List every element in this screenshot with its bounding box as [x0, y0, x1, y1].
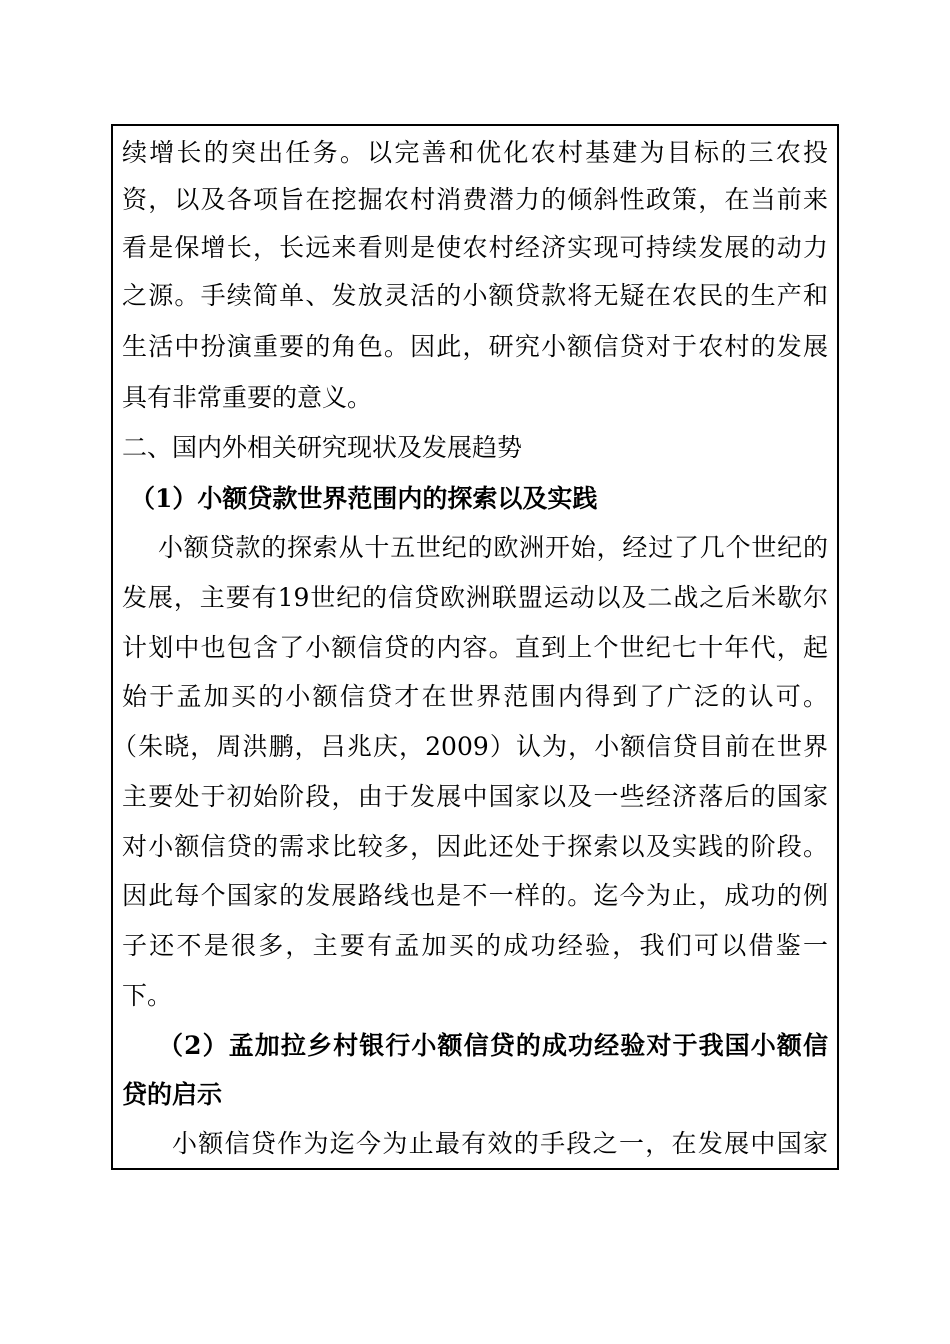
paragraph-line: 生活中扮演重要的角色。因此，研究小额信贷对于农村的发展: [122, 332, 828, 361]
paragraph-line: 发展，主要有19世纪的信贷欧洲联盟运动以及二战之后米歇尔: [122, 583, 828, 612]
paragraph-line: 对小额信贷的需求比较多，因此还处于探索以及实践的阶段。: [122, 832, 828, 861]
paragraph-line: 资，以及各项旨在挖掘农村消费潜力的倾斜性政策，在当前来: [122, 185, 828, 214]
paragraph-line: 主要处于初始阶段，由于发展中国家以及一些经济落后的国家: [122, 782, 828, 811]
paragraph-line: 子还不是很多，主要有孟加买的成功经验，我们可以借鉴一: [122, 931, 828, 960]
paragraph-line: 具有非常重要的意义。: [122, 383, 373, 412]
paragraph-line: 之源。手续简单、发放灵活的小额贷款将无疑在农民的生产和: [122, 281, 828, 310]
subsection-heading: （1）小额贷款世界范围内的探索以及实践: [130, 484, 598, 513]
paragraph-line: 下。: [122, 981, 173, 1010]
paragraph-line: 看是保增长，长远来看则是使农村经济实现可持续发展的动力: [122, 233, 828, 262]
paragraph-line: 计划中也包含了小额信贷的内容。直到上个世纪七十年代，起: [122, 633, 828, 662]
paragraph-line: 小额信贷作为迄今为止最有效的手段之一，在发展中国家: [172, 1129, 828, 1158]
subsection-heading-continued: 贷的启示: [122, 1080, 223, 1109]
paragraph-line: 续增长的突出任务。以完善和优化农村基建为目标的三农投: [122, 138, 828, 167]
paragraph-line: 始于孟加买的小额信贷才在世界范围内得到了广泛的认可。: [122, 682, 828, 711]
paragraph-line: （朱晓，周洪鹏，吕兆庆，2009）认为，小额信贷目前在世界: [112, 732, 828, 761]
paragraph-line: 因此每个国家的发展路线也是不一样的。迄今为止，成功的例: [122, 881, 828, 910]
paragraph-line: 小额贷款的探索从十五世纪的欧洲开始，经过了几个世纪的: [158, 533, 828, 562]
subsection-heading: （2）孟加拉乡村银行小额信贷的成功经验对于我国小额信: [158, 1031, 828, 1060]
section-heading: 二、国内外相关研究现状及发展趋势: [122, 433, 523, 462]
